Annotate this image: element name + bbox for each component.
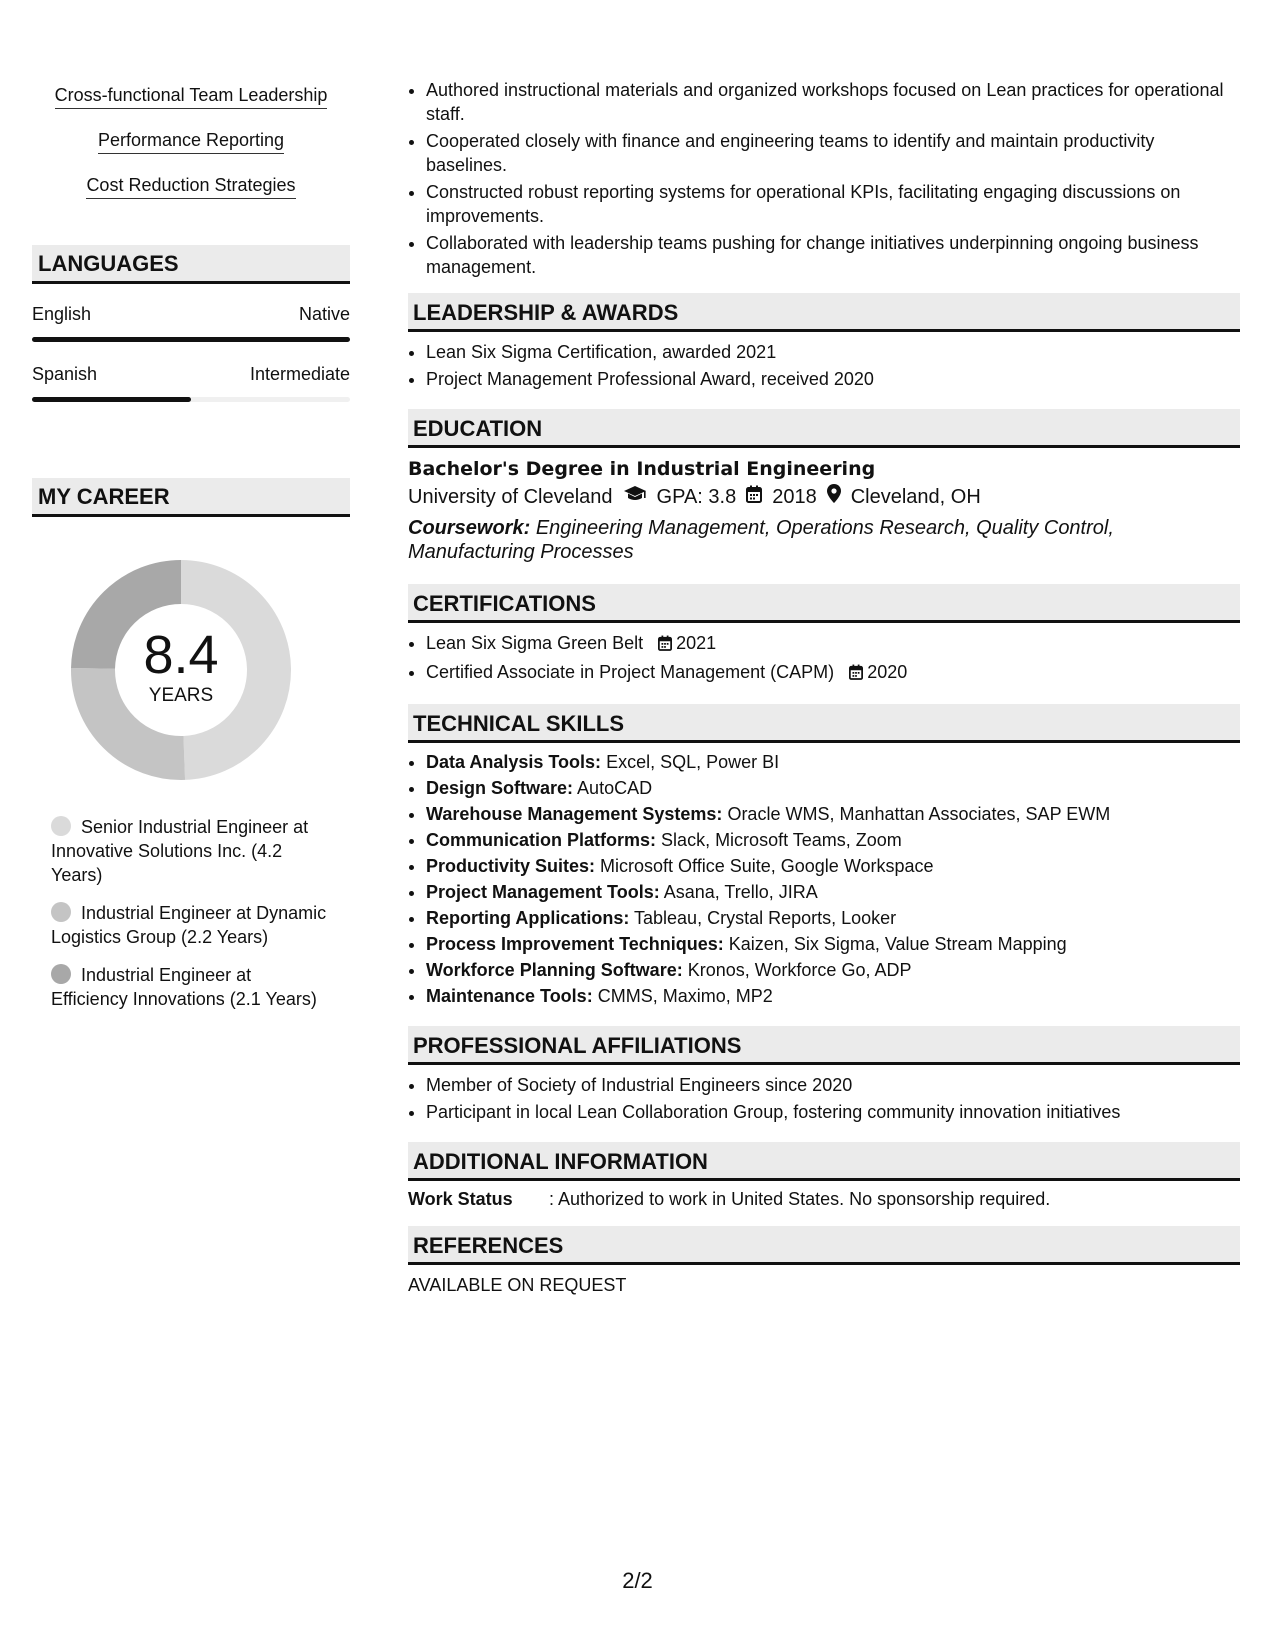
- career-total-unit: YEARS: [148, 685, 214, 706]
- graduation-year: 2018: [772, 486, 817, 508]
- list-item: • Maintenance Tools: CMMS, Maximo, MP2: [426, 985, 1240, 1008]
- language-name: Spanish: [32, 364, 98, 384]
- work-status-value: : Authorized to work in United States. No sponsorship required.: [549, 1189, 1051, 1209]
- work-status-row: [408, 1189, 1240, 1210]
- list-item: • Constructed robust reporting systems for operational KPIs, facilitating engaging discussions on improvements.: [426, 180, 1240, 228]
- list-item: • Communication Platforms: Slack, Microsoft Teams, Zoom: [426, 829, 1240, 852]
- list-item: • Productivity Suites: Microsoft Office Suite, Google Workspace: [426, 855, 1240, 878]
- career-legend-item: Industrial Engineer at Dynamic Logistics Group (2.2 Years): [51, 903, 327, 947]
- education-details: [408, 482, 1240, 512]
- references-text: AVAILABLE ON REQUEST: [408, 1275, 627, 1295]
- location-pin-icon: [827, 482, 841, 512]
- list-item: • Cooperated closely with finance and engineering teams to identify and maintain productivity baselines.: [426, 129, 1240, 177]
- education-heading: EDUCATION: [408, 409, 1240, 448]
- career-legend: [32, 815, 350, 1011]
- list-item: • Workforce Planning Software: Kronos, Workforce Go, ADP: [426, 959, 1240, 982]
- language-entry: [32, 304, 350, 342]
- list-item: • Member of Society of Industrial Engineers since 2020: [426, 1073, 1240, 1097]
- skills-list: [32, 84, 350, 199]
- career-donut-chart: [66, 555, 296, 785]
- affiliations-list: [408, 1073, 1240, 1124]
- list-item: • Reporting Applications: Tableau, Crystal Reports, Looker: [426, 907, 1240, 930]
- language-level-fill: [32, 397, 191, 402]
- language-level-fill: [32, 337, 350, 342]
- coursework: [408, 516, 1240, 564]
- affiliations-heading: PROFESSIONAL AFFILIATIONS: [408, 1026, 1240, 1065]
- skill-item: Cross-functional Team Leadership: [32, 84, 350, 109]
- page-number: 2/2: [622, 1568, 653, 1593]
- certifications-heading: CERTIFICATIONS: [408, 584, 1240, 623]
- right-column: [408, 78, 1240, 1296]
- career-legend-item: Senior Industrial Engineer at Innovative Solutions Inc. (4.2 Years): [51, 817, 309, 885]
- legend-dot-icon: [51, 964, 71, 984]
- work-status-label: Work Status: [408, 1189, 513, 1209]
- skill-item: Performance Reporting: [32, 129, 350, 154]
- degree-title: Bachelor's Degree in Industrial Engineering: [408, 458, 876, 480]
- languages-heading: LANGUAGES: [32, 245, 350, 284]
- career-heading: MY CAREER: [32, 478, 350, 517]
- list-item: • Project Management Tools: Asana, Trello, JIRA: [426, 881, 1240, 904]
- list-item: • Data Analysis Tools: Excel, SQL, Power BI: [426, 751, 1240, 774]
- list-item: • Project Management Professional Award, received 2020: [426, 367, 1240, 391]
- legend-dot-icon: [51, 816, 71, 836]
- calendar-icon: [849, 662, 863, 686]
- list-item: • Process Improvement Techniques: Kaizen, Six Sigma, Value Stream Mapping: [426, 933, 1240, 956]
- school-location: Cleveland, OH: [850, 486, 981, 508]
- references-heading: REFERENCES: [408, 1226, 1240, 1265]
- awards-list: [408, 340, 1240, 391]
- language-entry: [32, 364, 350, 402]
- left-column: [32, 84, 350, 1025]
- graduation-cap-icon: [623, 482, 647, 512]
- experience-bullets: [408, 78, 1240, 279]
- coursework-list: Engineering Management, Operations Research, Quality Control, Manufacturing Processes: [408, 517, 1114, 563]
- calendar-icon: [746, 482, 762, 512]
- language-level-bar: [32, 337, 350, 342]
- technical-skills-list: [408, 751, 1240, 1008]
- list-item: • Lean Six Sigma Certification, awarded 2021: [426, 340, 1240, 364]
- skill-item: Cost Reduction Strategies: [32, 174, 350, 199]
- list-item: • Authored instructional materials and organized workshops focused on Lean practices for operational staff.: [426, 78, 1240, 126]
- career-legend-item: Industrial Engineer at Efficiency Innovations (2.1 Years): [51, 965, 317, 1009]
- career-total-years: 8.4: [143, 625, 219, 685]
- language-level-bar: [32, 397, 350, 402]
- additional-info-heading: ADDITIONAL INFORMATION: [408, 1142, 1240, 1181]
- list-item: • Participant in local Lean Collaboration Group, fostering community innovation initiatives: [426, 1100, 1240, 1124]
- list-item: • Collaborated with leadership teams pushing for change initiatives underpinning ongoing business management.: [426, 231, 1240, 279]
- language-name: English: [32, 304, 92, 324]
- certifications-list: [408, 631, 1240, 686]
- list-item: • Certified Associate in Project Management (CAPM) 2020: [426, 660, 1240, 686]
- technical-skills-heading: TECHNICAL SKILLS: [408, 704, 1240, 743]
- list-item: • Warehouse Management Systems: Oracle WMS, Manhattan Associates, SAP EWM: [426, 803, 1240, 826]
- list-item: • Design Software: AutoCAD: [426, 777, 1240, 800]
- calendar-icon: [658, 633, 672, 657]
- awards-heading: LEADERSHIP & AWARDS: [408, 293, 1240, 332]
- language-level: Native: [298, 304, 350, 324]
- school-name: University of Cleveland: [408, 486, 613, 508]
- coursework-label: Coursework:: [408, 517, 531, 539]
- gpa-value: GPA: 3.8: [656, 486, 737, 508]
- list-item: • Lean Six Sigma Green Belt 2021: [426, 631, 1240, 657]
- legend-dot-icon: [51, 902, 71, 922]
- language-level: Intermediate: [249, 364, 350, 384]
